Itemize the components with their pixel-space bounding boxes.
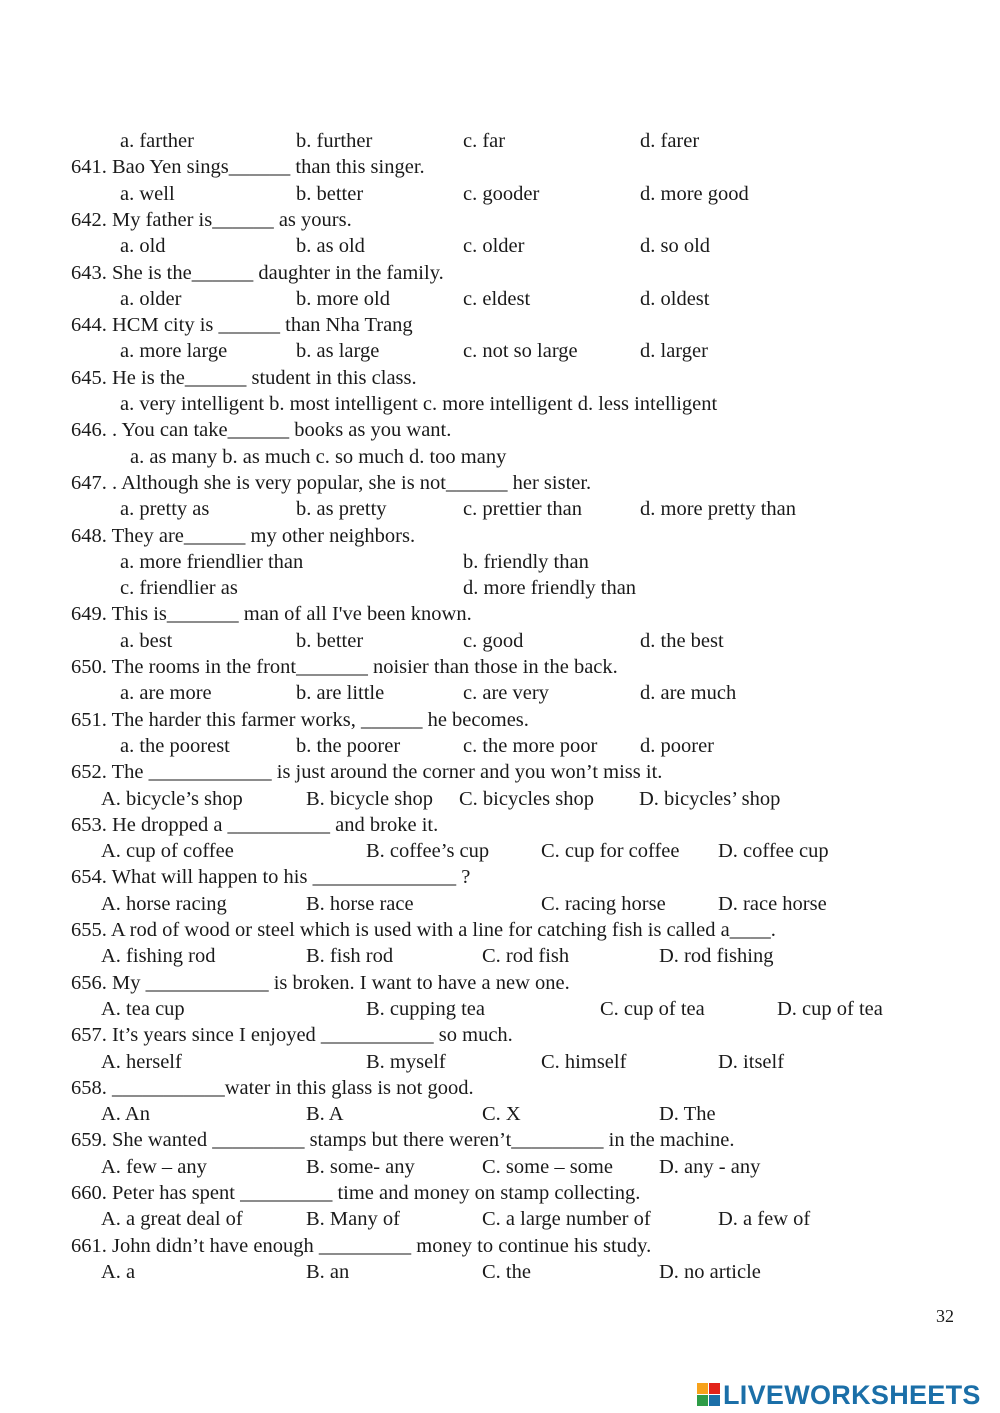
answer-option[interactable]: B. an	[306, 1260, 350, 1283]
answer-option[interactable]: d. more friendly than	[463, 577, 637, 600]
answer-option[interactable]: a. pretty as	[120, 498, 210, 521]
answer-option[interactable]: d. more pretty than	[640, 498, 796, 521]
answer-option[interactable]: A. cup of coffee	[101, 840, 234, 863]
logo-text: LIVEWORKSHEETS	[723, 1380, 981, 1410]
answer-option[interactable]: C. some – some	[482, 1155, 613, 1178]
answer-option[interactable]: D. bicycles’ shop	[639, 787, 781, 810]
answer-option[interactable]: a. old	[120, 235, 166, 258]
answer-option[interactable]: c. good	[463, 629, 524, 652]
answer-option[interactable]: C. cup for coffee	[541, 840, 680, 863]
answer-option[interactable]: C. the	[482, 1260, 531, 1283]
answer-option[interactable]: B. cupping tea	[366, 997, 485, 1020]
answer-option[interactable]: b. better	[296, 182, 364, 205]
logo-mark-icon	[697, 1383, 721, 1407]
answer-option[interactable]: A. a	[101, 1260, 136, 1283]
answer-option[interactable]: C. X	[482, 1103, 521, 1126]
answer-option[interactable]: D. a few of	[718, 1208, 811, 1231]
answer-option[interactable]: d. are much	[640, 682, 737, 705]
question-text: 658. ___________water in this glass is not good.	[71, 1076, 474, 1099]
question-text: 659. She wanted _________ stamps but there weren’t_________ in the machine.	[71, 1129, 735, 1152]
logo-square-orange	[697, 1383, 708, 1394]
answer-option[interactable]: D. race horse	[718, 892, 827, 915]
answer-option[interactable]: D. rod fishing	[659, 945, 774, 968]
answer-option[interactable]: c. prettier than	[463, 498, 582, 521]
answer-option[interactable]: B. fish rod	[306, 945, 394, 968]
answer-option[interactable]: B. some- any	[306, 1155, 415, 1178]
answer-option[interactable]: c. the more poor	[463, 734, 598, 757]
answer-option[interactable]: d. poorer	[640, 734, 715, 757]
answer-option[interactable]: c. friendlier as	[120, 577, 238, 600]
question-text: 642. My father is______ as yours.	[71, 208, 352, 231]
answer-option[interactable]: b. more old	[296, 287, 390, 310]
answer-option[interactable]: a. are more	[120, 682, 212, 705]
question-text: 651. The harder this farmer works, ______ he becomes.	[71, 708, 529, 731]
question-text: 661. John didn’t have enough _________ money to continue his study.	[71, 1234, 652, 1257]
answer-option[interactable]: C. himself	[541, 1050, 627, 1073]
answer-option[interactable]: C. a large number of	[482, 1208, 651, 1231]
answer-option[interactable]: C. rod fish	[482, 945, 570, 968]
question-text: 647. . Although she is very popular, she is not______ her sister.	[71, 471, 592, 494]
question-text: 644. HCM city is ______ than Nha Trang	[71, 314, 413, 337]
answer-option[interactable]: D. cup of tea	[777, 997, 883, 1020]
answer-option[interactable]: A. horse racing	[101, 892, 227, 915]
answer-option[interactable]: b. better	[296, 629, 364, 652]
answer-option[interactable]: D. coffee cup	[718, 840, 829, 863]
question-text: 645. He is the______ student in this class.	[71, 366, 417, 389]
liveworksheets-logo[interactable]	[697, 1378, 981, 1412]
answer-option[interactable]: c. not so large	[463, 340, 578, 363]
answer-option[interactable]: B. Many of	[306, 1208, 400, 1231]
question-text: 648. They are______ my other neighbors.	[71, 524, 416, 547]
answer-option[interactable]: B. bicycle shop	[306, 787, 433, 810]
question-text: 652. The ____________ is just around the corner and you won’t miss it.	[71, 761, 663, 784]
answer-option[interactable]: a. very intelligent b. most intelligent c. more intelligent d. less intelligent	[120, 393, 718, 415]
answer-option[interactable]: B. myself	[366, 1050, 446, 1073]
answer-option[interactable]: b. friendly than	[463, 550, 589, 573]
answer-option[interactable]: d. the best	[640, 629, 724, 652]
logo-square-green	[697, 1395, 708, 1406]
answer-option[interactable]: c. older	[463, 235, 525, 258]
answer-option[interactable]: b. further	[296, 130, 373, 152]
answer-option[interactable]: D. any - any	[659, 1155, 761, 1178]
answer-option[interactable]: B. A	[306, 1103, 344, 1126]
answer-option[interactable]: D. no article	[659, 1260, 761, 1283]
answer-option[interactable]: a. more large	[120, 340, 228, 363]
question-text: 657. It’s years since I enjoyed ___________ so much.	[71, 1024, 513, 1047]
question-text: 656. My ____________ is broken. I want to have a new one.	[71, 971, 570, 994]
answer-option[interactable]: b. as pretty	[296, 498, 387, 521]
answer-option[interactable]: c. far	[463, 130, 506, 152]
answer-option[interactable]: d. so old	[640, 235, 711, 258]
logo-square-blue	[709, 1395, 720, 1406]
answer-option[interactable]: B. coffee’s cup	[366, 840, 490, 863]
answer-option[interactable]: C. bicycles shop	[459, 787, 594, 810]
question-text: 649. This is_______ man of all I've been known.	[71, 603, 472, 626]
answer-option[interactable]: a. older	[120, 287, 182, 310]
page-number: 32	[936, 1306, 954, 1326]
question-text: 654. What will happen to his ______________ ?	[71, 866, 471, 889]
question-text: 653. He dropped a __________ and broke it.	[71, 813, 439, 836]
answer-option[interactable]: a. the poorest	[120, 734, 230, 757]
question-text: 660. Peter has spent _________ time and money on stamp collecting.	[71, 1182, 641, 1204]
answer-option[interactable]: B. horse race	[306, 892, 414, 915]
answer-option[interactable]: A. An	[101, 1103, 150, 1126]
answer-option[interactable]: d. more good	[640, 182, 749, 205]
answer-option[interactable]: d. larger	[640, 340, 708, 363]
answer-option[interactable]: c. gooder	[463, 182, 540, 205]
answer-option[interactable]: C. cup of tea	[600, 997, 705, 1020]
answer-option[interactable]: a. farther	[120, 130, 194, 152]
question-text: 655. A rod of wood or steel which is used with a line for catching fish is called a____.	[71, 919, 776, 941]
answer-option[interactable]: a. well	[120, 182, 175, 205]
answer-option[interactable]: a. as many b. as much c. so much d. too many	[130, 445, 507, 468]
answer-option[interactable]: A. tea cup	[101, 997, 185, 1020]
answer-option[interactable]: A. a great deal of	[101, 1208, 243, 1231]
answer-option[interactable]: D. The	[659, 1103, 716, 1126]
answer-option[interactable]: A. herself	[101, 1050, 182, 1073]
answer-option[interactable]: b. the poorer	[296, 734, 401, 757]
answer-option[interactable]: C. racing horse	[541, 892, 666, 915]
logo-square-red	[709, 1383, 720, 1394]
answer-option[interactable]: A. few – any	[101, 1155, 207, 1178]
answer-option[interactable]: c. eldest	[463, 287, 531, 310]
answer-option[interactable]: a. more friendlier than	[120, 550, 304, 573]
answer-option[interactable]: A. bicycle’s shop	[101, 787, 243, 810]
answer-option[interactable]: b. as large	[296, 340, 380, 363]
answer-option[interactable]: a. best	[120, 629, 173, 652]
answer-option[interactable]: d. oldest	[640, 287, 710, 310]
answer-option[interactable]: c. are very	[463, 682, 549, 705]
question-text: 646. . You can take______ books as you want.	[71, 419, 452, 442]
answer-option[interactable]: d. farer	[640, 130, 700, 152]
question-text: 643. She is the______ daughter in the family.	[71, 261, 444, 284]
question-text: 641. Bao Yen sings______ than this singer.	[71, 156, 425, 179]
answer-option[interactable]: b. as old	[296, 235, 365, 258]
answer-option[interactable]: A. fishing rod	[101, 945, 216, 968]
answer-option[interactable]: b. are little	[296, 682, 385, 705]
answer-option[interactable]: D. itself	[718, 1050, 785, 1073]
question-text: 650. The rooms in the front_______ noisier than those in the back.	[71, 656, 618, 678]
